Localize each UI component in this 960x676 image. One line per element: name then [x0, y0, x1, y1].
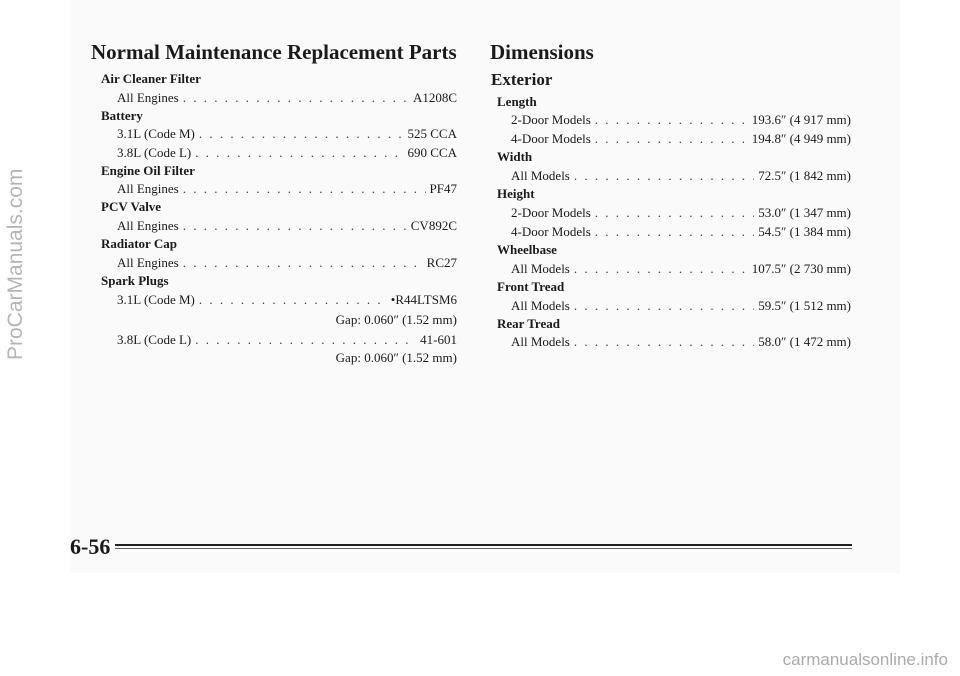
- spec-label: 2-Door Models: [511, 112, 591, 127]
- spec-value: CV892C: [410, 218, 457, 233]
- section-heading-spark-plugs: Spark Plugs: [101, 273, 169, 288]
- spec-value: 194.8″ (4 949 mm): [751, 131, 851, 146]
- spec-value: •R44LTSM6: [390, 292, 457, 307]
- spec-value: 59.5″ (1 512 mm): [758, 298, 851, 313]
- page-title: Normal Maintenance Replacement Parts: [91, 40, 457, 64]
- spec-row: [511, 168, 851, 184]
- bottom-watermark: carmanualsonline.info: [782, 650, 948, 669]
- spec-label: 4-Door Models: [511, 224, 591, 239]
- spec-row: [117, 126, 457, 142]
- spec-row: [511, 261, 851, 277]
- spec-row: [117, 292, 457, 308]
- spec-value: RC27: [426, 255, 457, 270]
- spec-label: 3.8L (Code L): [117, 145, 192, 160]
- spec-row: [511, 205, 851, 221]
- spark-plug-gap: Gap: 0.060″ (1.52 mm): [335, 312, 457, 327]
- spec-value: 72.5″ (1 842 mm): [758, 168, 851, 183]
- spec-value: 193.6″ (4 917 mm): [751, 112, 851, 127]
- spec-label: All Models: [511, 298, 570, 313]
- spec-label: All Engines: [117, 90, 179, 105]
- section-heading-wheelbase: Wheelbase: [497, 242, 557, 257]
- spec-row: [117, 255, 457, 271]
- spec-value: PF47: [429, 181, 457, 196]
- spec-value: 690 CCA: [407, 145, 457, 160]
- spec-value: 58.0″ (1 472 mm): [758, 334, 851, 349]
- section-heading-front-tread: Front Tread: [497, 279, 565, 294]
- footer-rule-thin: [115, 548, 852, 549]
- spec-row: [511, 112, 851, 128]
- spec-row: [511, 224, 851, 240]
- section-heading-radiator-cap: Radiator Cap: [101, 236, 177, 251]
- spec-row: [117, 90, 457, 106]
- spec-row: [511, 334, 851, 350]
- spec-label: All Models: [511, 261, 570, 276]
- spec-value: 525 CCA: [407, 126, 457, 141]
- spec-label: 3.1L (Code M): [117, 126, 195, 141]
- section-heading-rear-tread: Rear Tread: [497, 316, 560, 331]
- section-heading-pcv-valve: PCV Valve: [101, 199, 162, 214]
- spec-value: 53.0″ (1 347 mm): [758, 205, 851, 220]
- spec-row: [511, 131, 851, 147]
- spec-row: [117, 332, 457, 348]
- spark-plug-gap: Gap: 0.060″ (1.52 mm): [335, 350, 457, 365]
- section-heading-battery: Battery: [101, 108, 143, 123]
- spec-row: [117, 145, 457, 161]
- spec-row: [117, 181, 457, 197]
- exterior-subtitle: Exterior: [491, 70, 553, 89]
- side-watermark: ProCarManuals.com: [4, 168, 27, 360]
- section-heading-height: Height: [497, 186, 535, 201]
- section-heading-engine-oil-filter: Engine Oil Filter: [101, 163, 195, 178]
- spec-label: 2-Door Models: [511, 205, 591, 220]
- spec-value: 107.5″ (2 730 mm): [751, 261, 851, 276]
- spec-label: All Models: [511, 168, 570, 183]
- spec-label: 3.8L (Code L): [117, 332, 192, 347]
- spec-label: All Engines: [117, 218, 179, 233]
- spec-label: All Models: [511, 334, 570, 349]
- section-heading-air-cleaner: Air Cleaner Filter: [101, 71, 201, 86]
- spec-label: 3.1L (Code M): [117, 292, 195, 307]
- page-number: 6-56: [70, 534, 111, 559]
- dimensions-title: Dimensions: [490, 40, 594, 64]
- spec-row: [117, 218, 457, 234]
- spec-row: [511, 298, 851, 314]
- section-heading-width: Width: [497, 149, 533, 164]
- spec-value: 54.5″ (1 384 mm): [758, 224, 851, 239]
- spec-value: A1208C: [412, 90, 457, 105]
- spec-label: 4-Door Models: [511, 131, 591, 146]
- spec-label: All Engines: [117, 181, 179, 196]
- spec-label: All Engines: [117, 255, 179, 270]
- spec-value: 41-601: [420, 332, 457, 347]
- footer-rule: [115, 544, 852, 546]
- section-heading-length: Length: [497, 94, 537, 109]
